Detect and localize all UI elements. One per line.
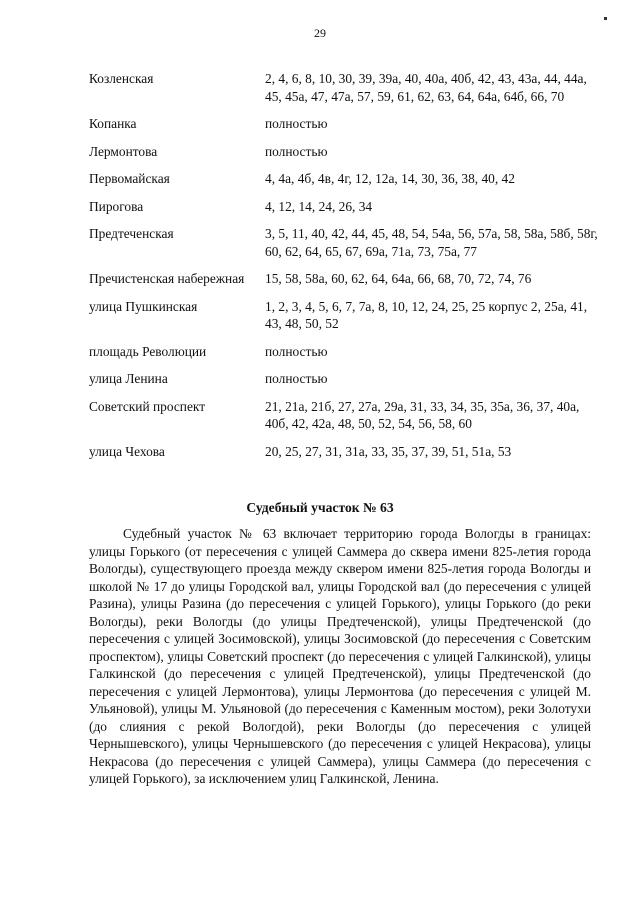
street-name: Лермонтова — [89, 143, 158, 159]
page-number: 29 — [314, 26, 326, 40]
house-numbers: 4, 12, 14, 24, 26, 34 — [265, 198, 373, 214]
street-name: Козленская — [89, 71, 154, 86]
street-name: Предтеченская — [89, 226, 174, 241]
house-numbers: 4, 4а, 4б, 4в, 4г, 12, 12а, 14, 30, 36, 38, 40, 42 — [265, 171, 515, 186]
house-numbers: полностью — [265, 143, 328, 159]
street-row — [89, 198, 609, 216]
scan-artifact-dot — [604, 17, 607, 20]
street-row — [89, 143, 609, 161]
street-list — [89, 70, 609, 470]
street-row — [89, 443, 609, 461]
house-numbers: 1, 2, 3, 4, 5, 6, 7, 7а, 8, 10, 12, 24, 25, 25 корпус 2, 25а, 41, 43, 48, 50, 52 — [265, 298, 588, 331]
street-row — [89, 298, 609, 333]
street-row — [89, 115, 609, 133]
house-numbers: 15, 58, 58а, 60, 62, 64, 64а, 66, 68, 70, 72, 74, 76 — [265, 271, 532, 286]
house-numbers: полностью — [265, 343, 328, 359]
house-numbers: 21, 21а, 21б, 27, 27а, 29а, 31, 33, 34, 35, 35а, 36, 37, 40а, 40б, 42, 42а, 48, 50, 52, 54, 56, 58, 60 — [265, 398, 580, 431]
house-numbers: 20, 25, 27, 31, 31а, 33, 35, 37, 39, 51, 51а, 53 — [265, 443, 512, 459]
street-row — [89, 225, 609, 260]
street-name: улица Ленина — [89, 371, 168, 386]
street-name: Первомайская — [89, 171, 170, 186]
street-name: Советский проспект — [89, 398, 206, 414]
section-body: Судебный участок № 63 включает территорию города Вологды в границах: улицы Горького (от пересечения с улицей Саммера до сквера имени 825-летия города Вологды), существующего проезда между сквером имени 825-летия города Вологды и школой № 17 до улицы Городской вал, улицы Городской вал (до пересечения с улицей Разина), улицы Разина (до пересечения с улицей Горького), улицы Горького (до реки Вологды), реки Вологды (до улицы Предтеченской), улицы Предтеченской (до пересечения с улицей Зосимовской), улицы Зосимовской (до пересечения с Советским проспектом), улицы Советский проспект (до пересечения с улицей Галкинской), улицы Галкинской (до пересечения с улицей Предтеченской), улицы Предтеченской (до пересечения с улицей Лермонтова), улицы Лермонтова (до пересечения с улицей М. Ульяновой), улицы М. Ульяновой (до пересечения с Каменным мостом), реки Золотухи (до слияния с рекой Вологдой), реки Вологды (до пересечения с улицей Чернышевского), улицы Чернышевского (до пересечения с улицей Некрасова), улицы Некрасова (до пересечения с улицей Саммера), улицы Саммера (до пересечения с улицей Горького), за исключением улиц Галкинской, Ленина. — [89, 526, 591, 786]
street-name: Пречистенская набережная — [89, 271, 245, 286]
house-numbers: полностью — [265, 371, 328, 386]
street-row — [89, 398, 609, 433]
section-title: Судебный участок № 63 — [246, 500, 394, 515]
street-name: Пирогова — [89, 198, 144, 214]
house-numbers: 2, 4, 6, 8, 10, 30, 39, 39а, 40, 40а, 40б, 42, 43, 43а, 44, 44а, 45, 45а, 47, 47а, 57, 59, 61, 62, 63, 64, 64а, 64б, 66, 70 — [265, 71, 587, 104]
street-row — [89, 343, 609, 361]
street-row — [89, 170, 609, 188]
street-row — [89, 70, 609, 105]
street-row — [89, 270, 609, 288]
street-name: улица Пушкинская — [89, 298, 198, 314]
house-numbers: 3, 5, 11, 40, 42, 44, 45, 48, 54, 54а, 56, 57а, 58, 58а, 58б, 58г, 60, 62, 64, 65, 67, 69а, 71а, 73, 75а, 77 — [265, 226, 598, 259]
street-name: Копанка — [89, 116, 137, 131]
house-numbers: полностью — [265, 116, 328, 131]
street-name: улица Чехова — [89, 443, 165, 459]
street-row — [89, 370, 609, 388]
street-name: площадь Революции — [89, 343, 207, 359]
